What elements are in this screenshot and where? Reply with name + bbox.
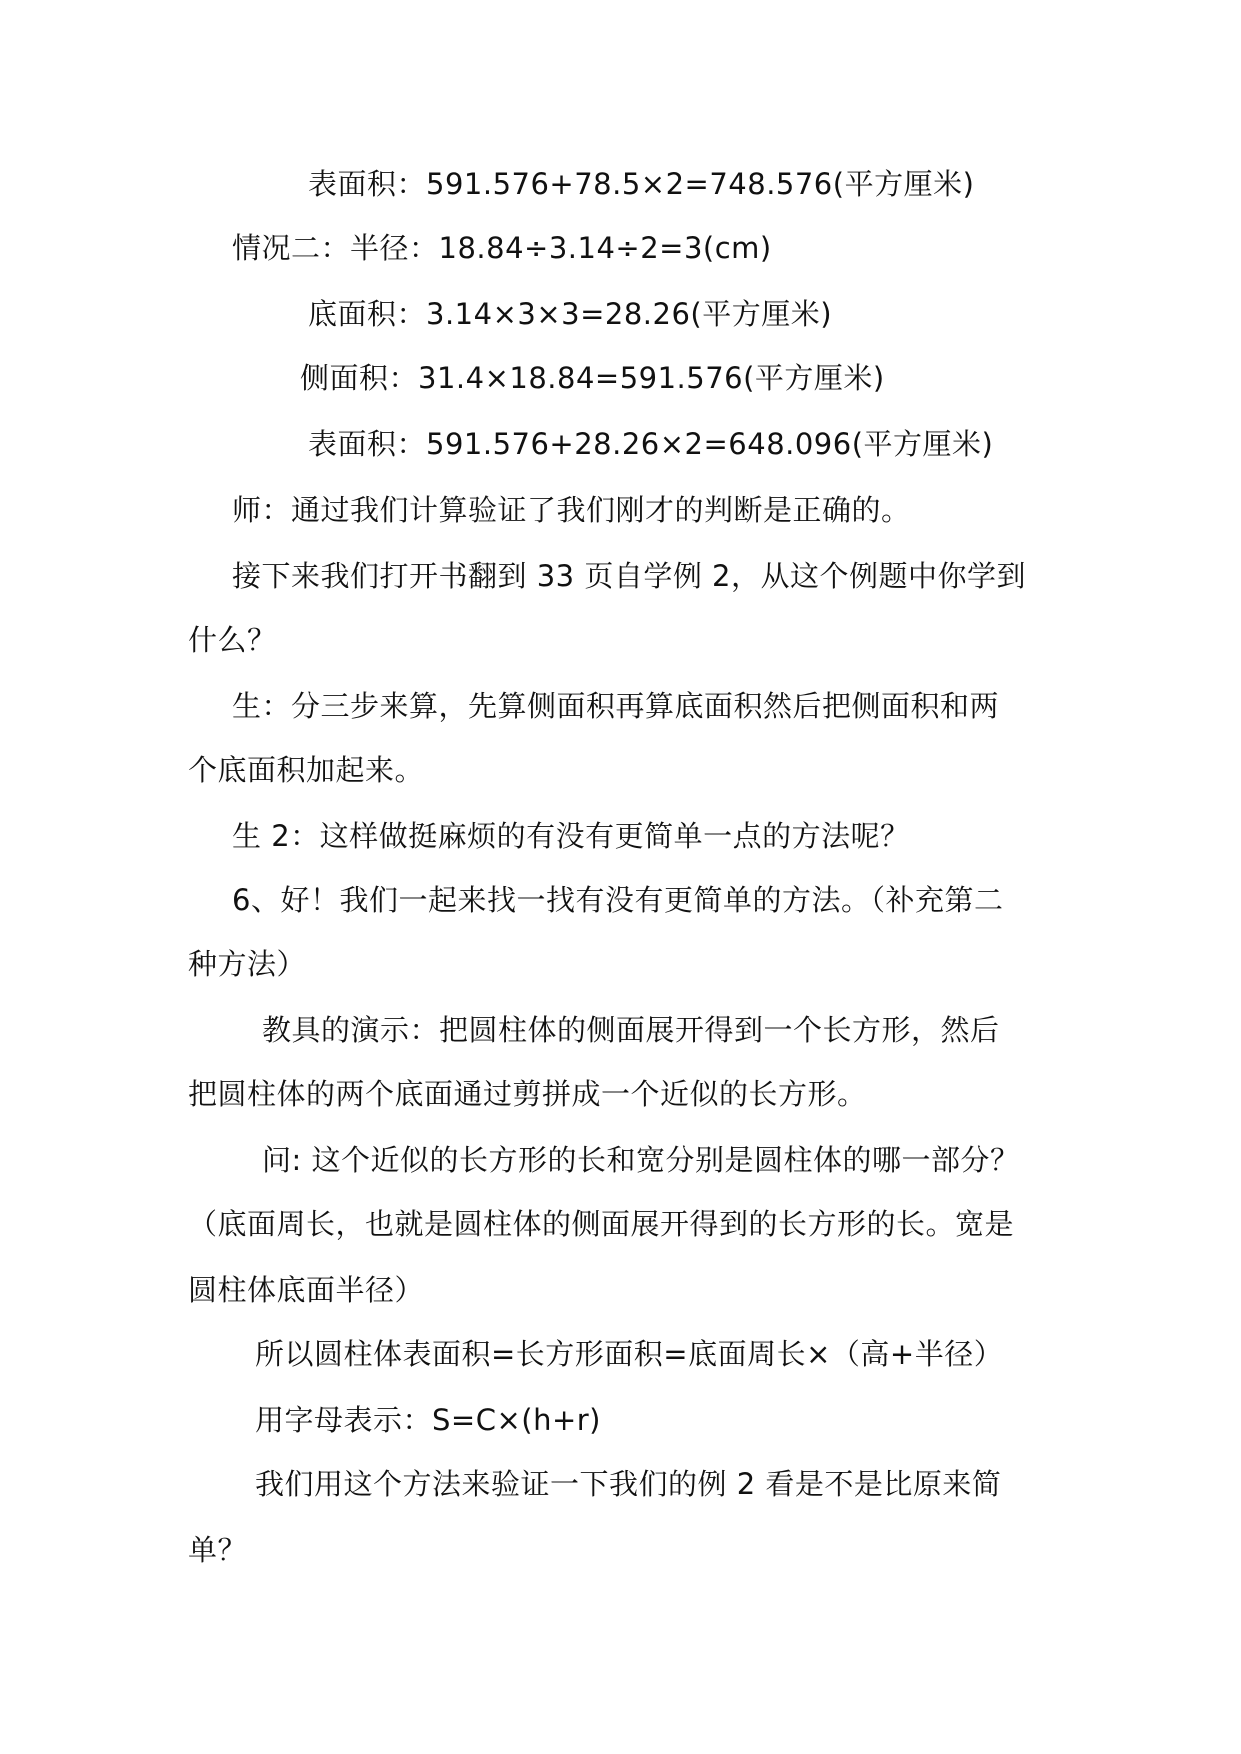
paragraph-line: 圆柱体底面半径） [188,1273,425,1307]
paragraph-line: （底面周长，也就是圆柱体的侧面展开得到的长方形的长。宽是 [188,1207,1015,1241]
lateral-area-line: 侧面积：31.4×18.84=591.576(平方厘米) [300,361,885,395]
paragraph-line: 把圆柱体的两个底面通过剪拼成一个近似的长方形。 [188,1077,867,1111]
paragraph-line: 个底面积加起来。 [188,753,425,787]
student-paragraph: 生：分三步来算，先算侧面积再算底面积然后把侧面积和两 [232,689,1000,723]
paragraph-line: 什么？ [188,623,277,657]
paragraph-line: 单？ [188,1533,248,1567]
teacher-paragraph: 师：通过我们计算验证了我们刚才的判断是正确的。 [232,493,911,527]
case2-radius-line: 情况二：半径：18.84÷3.14÷2=3(cm) [232,231,772,265]
surface-area-case1-line: 表面积：591.576+78.5×2=748.576(平方厘米) [308,167,975,201]
student2-paragraph: 生 2：这样做挺麻烦的有没有更简单一点的方法呢？ [232,819,910,853]
question-paragraph: 问: 这个近似的长方形的长和宽分别是圆柱体的哪一部分？ [262,1143,1020,1177]
demo-paragraph: 教具的演示：把圆柱体的侧面展开得到一个长方形，然后 [262,1013,1000,1047]
letter-formula-line: 用字母表示：S=C×(h+r) [255,1403,601,1437]
formula-paragraph: 所以圆柱体表面积=长方形面积=底面周长×（高+半径） [255,1337,1004,1371]
step6-paragraph: 6、好！我们一起来找一找有没有更简单的方法。（补充第二 [232,883,1004,917]
paragraph-line: 种方法） [188,947,307,981]
paragraph-line: 接下来我们打开书翻到 33 页自学例 2，从这个例题中你学到 [232,559,1027,593]
base-area-line: 底面积：3.14×3×3=28.26(平方厘米) [308,297,833,331]
surface-area-case2-line: 表面积：591.576+28.26×2=648.096(平方厘米) [308,427,994,461]
verify-paragraph: 我们用这个方法来验证一下我们的例 2 看是不是比原来简 [255,1467,1002,1501]
